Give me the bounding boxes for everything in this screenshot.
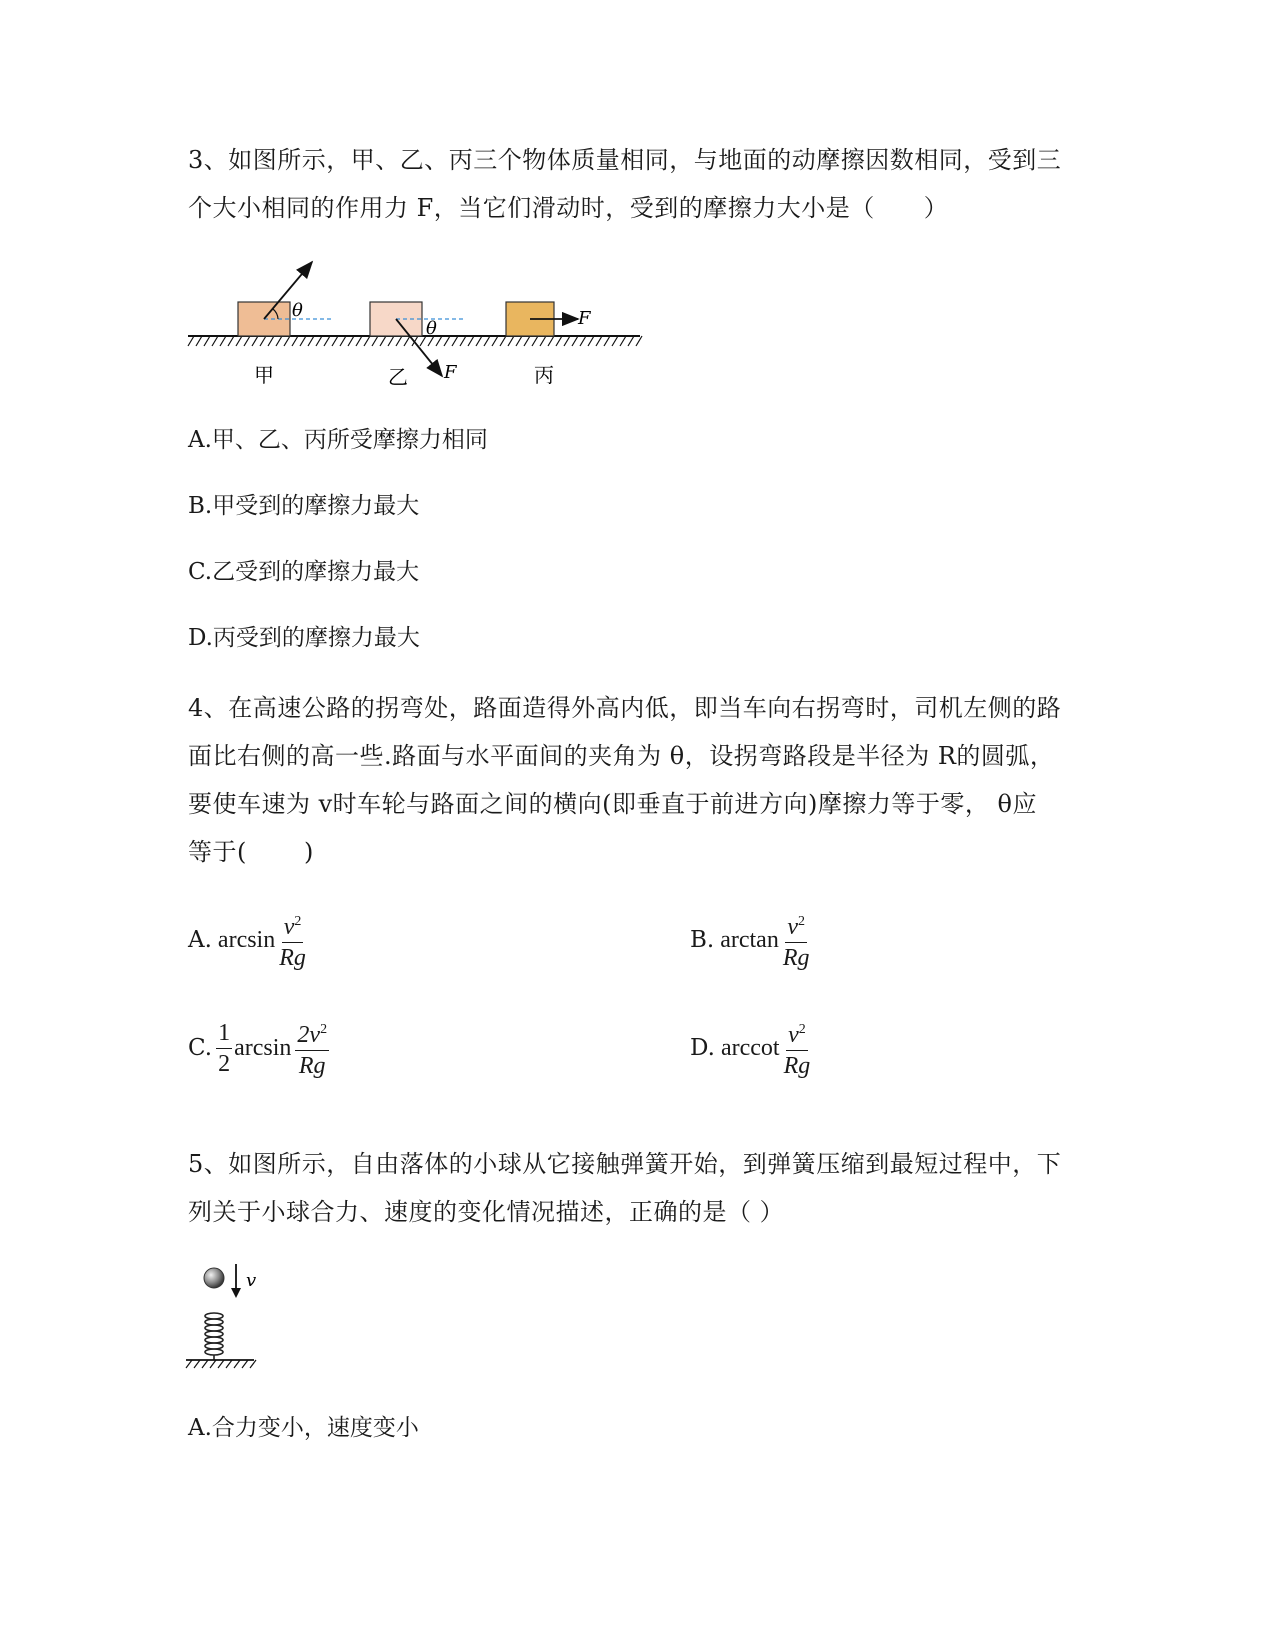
option-a-exponent: 2 [294, 914, 302, 929]
option-c-denominator: Rg [298, 1053, 326, 1079]
question-3-line-1: 3、如图所示，甲、乙、丙三个物体质量相同，与地面的动摩擦因数相同，受到三 [188, 146, 1062, 174]
option-a-denominator: Rg [279, 945, 306, 971]
question-4-option-a [188, 900, 306, 980]
label-bing: 丙 [534, 363, 554, 387]
option-c-fraction [295, 1015, 329, 1081]
option-c-coef-numerator: 1 [216, 1018, 232, 1049]
option-b-fraction [783, 907, 810, 973]
option-d-denominator: Rg [783, 1053, 811, 1079]
option-a-prefix: A. [188, 927, 212, 953]
question-5-text [188, 1140, 1078, 1236]
velocity-label: v [246, 1270, 257, 1291]
option-c-numerator: 2v [297, 1022, 321, 1048]
option-b-exponent: 2 [798, 914, 805, 929]
ground-hatch [188, 336, 642, 346]
option-b-denominator: Rg [782, 945, 810, 971]
option-a-function: arcsin [217, 926, 276, 953]
question-3-line-2: 个大小相同的作用力 F，当它们滑动时，受到的摩擦力大小是（ ） [188, 194, 949, 222]
question-4-option-b [690, 900, 810, 980]
question-4-option-d [690, 1008, 810, 1088]
option-c-prefix: C. [188, 1035, 213, 1061]
block-yi-force-label: F [444, 362, 457, 383]
question-3-option-b: B.甲受到的摩擦力最大 [188, 493, 420, 519]
option-c-function: arcsin [234, 1034, 292, 1061]
option-d-function: arccot [720, 1034, 780, 1061]
spring-base-hatch [186, 1360, 256, 1368]
block-yi-theta: θ [426, 318, 437, 339]
option-d-fraction [784, 1015, 811, 1081]
question-4-text [188, 684, 1078, 876]
question-4-line-2: 面比右侧的高一些.路面与水平面间的夹角为 θ，设拐弯路段是半径为 R的圆弧， [188, 742, 1055, 770]
question-3-option-d: D.丙受到的摩擦力最大 [188, 625, 420, 651]
question-5-line-1: 5、如图所示，自由落体的小球从它接触弹簧开始，到弹簧压缩到最短过程中，下 [188, 1150, 1062, 1178]
option-b-function: arctan [720, 926, 779, 953]
question-3-text [188, 136, 1078, 232]
block-bing-force-label: F [578, 308, 591, 329]
question-3-option-c: C.乙受到的摩擦力最大 [188, 559, 420, 585]
option-d-exponent: 2 [798, 1022, 806, 1037]
option-c-coef-denominator: 2 [218, 1050, 231, 1077]
question-3-figure [180, 250, 660, 400]
option-d-prefix: D. [690, 1035, 715, 1061]
question-4-line-1: 4、在高速公路的拐弯处，路面造得外高内低，即当车向右拐弯时，司机左侧的路 [188, 694, 1062, 722]
option-b-numerator: v [787, 914, 798, 940]
question-5-option-a: A.合力变小，速度变小 [188, 1415, 419, 1441]
spring [205, 1313, 223, 1360]
question-4-line-3: 要使车速为 v时车轮与路面之间的横向(即垂直于前进方向)摩擦力等于零， θ应 [188, 790, 1037, 818]
label-yi: 乙 [388, 365, 408, 389]
option-c-coefficient [216, 1018, 232, 1079]
question-4-option-c [188, 1008, 329, 1088]
question-5-line-2: 列关于小球合力、速度的变化情况描述，正确的是（ ） [188, 1198, 785, 1226]
ball [204, 1268, 224, 1288]
label-jia: 甲 [254, 363, 274, 387]
option-c-exponent: 2 [320, 1022, 328, 1037]
option-b-prefix: B. [690, 927, 715, 953]
option-a-numerator: v [283, 914, 295, 940]
question-4-line-4: 等于( ) [188, 838, 314, 866]
option-a-fraction [279, 907, 306, 973]
question-5-figure [180, 1256, 290, 1386]
question-3-option-a: A.甲、乙、丙所受摩擦力相同 [188, 427, 488, 453]
block-jia-theta: θ [292, 300, 303, 321]
option-d-numerator: v [788, 1022, 799, 1048]
